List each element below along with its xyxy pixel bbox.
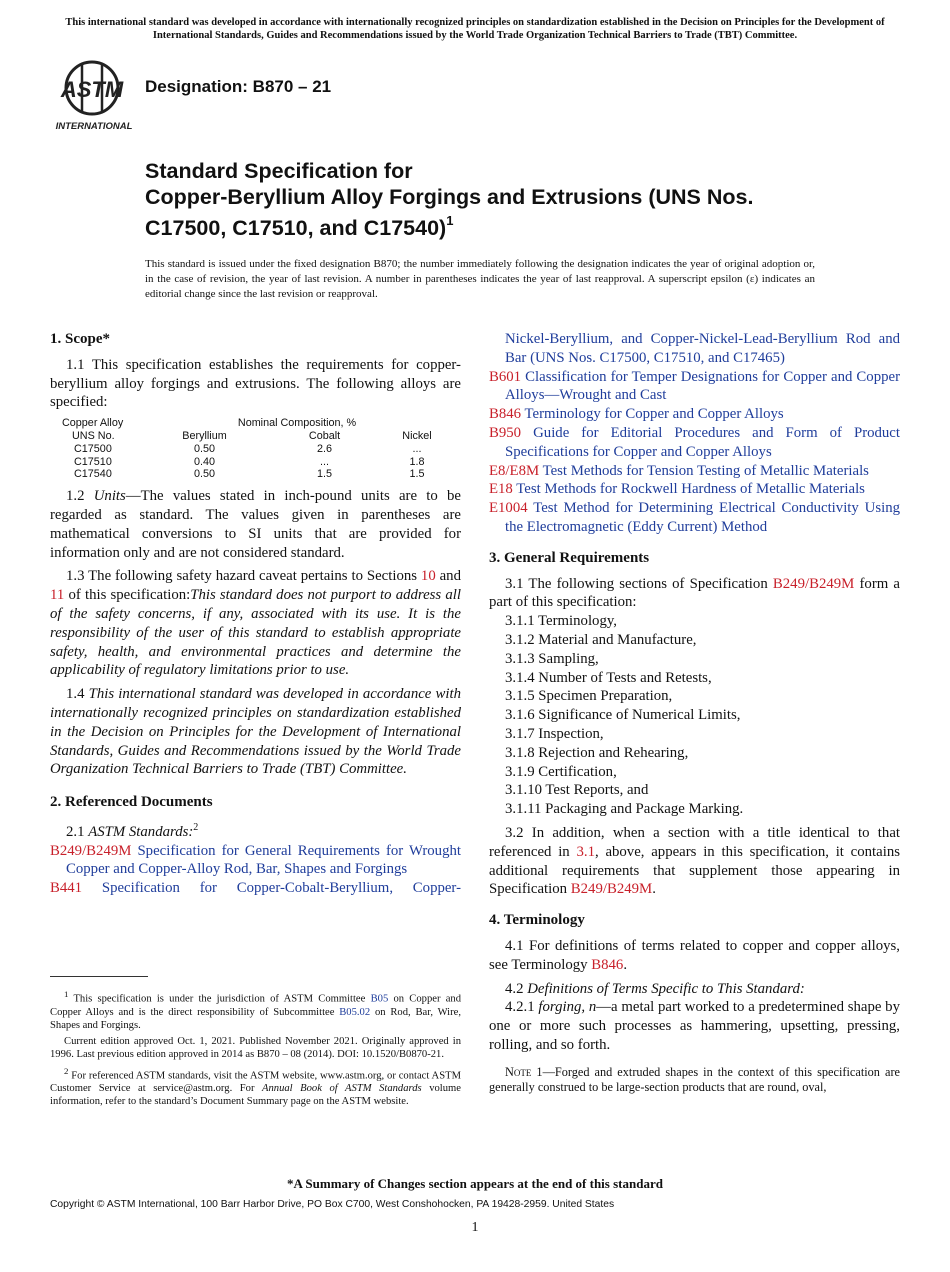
composition-table xyxy=(62,417,452,481)
table-cell: 0.50 xyxy=(193,442,215,455)
logo-wordmark: ASTM xyxy=(60,77,124,102)
ref-title[interactable]: Test Methods for Tension Testing of Metallic Materials xyxy=(542,462,869,479)
list-item: 3.1.9 Certification, xyxy=(505,763,617,780)
table-col-cobalt: Cobalt xyxy=(308,429,341,442)
table-cell: ... xyxy=(412,442,422,455)
link-section-11[interactable]: 11 xyxy=(50,587,65,604)
para-1-4: 1.4 This international standard was developed in accordance with internationally recognized principles on standardization established in the Decision on Principles for the Development of International Standards, Guides and Recommendations issued by the World Trade Organization Technical Barriers to Trade (TBT) Committee. xyxy=(50,686,461,778)
page-title xyxy=(145,158,865,241)
link-section-10[interactable]: 10 xyxy=(420,568,436,585)
right-column xyxy=(489,330,900,1101)
para-4-2-1: 4.2.1 forging, n—a metal part worked to a predetermined shape by one or more such processes as hammering, upsetting, pressing, rolling, and so forth. xyxy=(489,999,900,1053)
link-b249[interactable]: B249/B249M xyxy=(772,575,855,592)
list-item: 3.1.11 Packaging and Package Marking. xyxy=(505,801,744,818)
para-4-2: 4.2 Definitions of Terms Specific to This Standard: xyxy=(505,980,805,997)
list-item: 3.1.1 Terminology, xyxy=(505,613,617,630)
table-cell: C17500 xyxy=(74,442,112,455)
list-item: 3.1.6 Significance of Numerical Limits, xyxy=(505,707,741,724)
para-2-1: 2.1 ASTM Standards:$^2$ xyxy=(66,821,199,840)
title-line-3: C17500, C17510, and C17540)$^1$ xyxy=(145,213,454,241)
ref-code[interactable]: B249/B249M xyxy=(50,842,132,859)
ref-item[interactable] xyxy=(489,462,900,481)
title-footnote-mark: 1 xyxy=(446,213,454,228)
ref-code[interactable]: E8/E8M xyxy=(489,462,540,479)
issue-note: This standard is issued under the fixed designation B870; the number immediately following the designation indicates the year of original adoption or, in the case of revision, the year of last revision. A number in parentheses indicates the year of last reapproval. A superscript epsilon (ε) indicates an editorial change since the last revision or reapproval. xyxy=(145,258,815,300)
summary-note: *A Summary of Changes section appears at the end of this standard xyxy=(287,1176,663,1191)
link-subcommittee-b0502[interactable]: B05.02 xyxy=(339,1006,371,1018)
table-cell: 0.40 xyxy=(193,455,215,468)
list-item: 3.1.4 Number of Tests and Retests, xyxy=(505,669,712,686)
ref-item[interactable] xyxy=(489,424,900,462)
table-cell: C17510 xyxy=(74,455,112,468)
footnote-1-edition: Current edition approved Oct. 1, 2021. Published November 2021. Originally approved in 1996. Last previous edition approved in 2014 as B870 – 08 (2014). DOI: 10.1520/B0870-21. xyxy=(50,1036,461,1061)
ref-title[interactable]: Test Method for Determining Electrical Conductivity Using the Electromagnetic (Eddy Current) Method xyxy=(505,500,900,535)
note-1: Note 1—Forged and extruded shapes in the context of this specification are generally construed to be large-section products that are round, oval, xyxy=(489,1064,900,1095)
table-row xyxy=(62,443,452,456)
link-b846[interactable]: B846 xyxy=(591,956,624,973)
ref-item[interactable] xyxy=(489,405,900,424)
ref-title[interactable]: Terminology for Copper and Copper Alloys xyxy=(524,406,784,423)
refdocs-heading: 2. Referenced Documents xyxy=(50,794,213,811)
list-item: 3.1.5 Specimen Preparation, xyxy=(505,688,673,705)
table-cell: 1.5 xyxy=(409,468,425,481)
para-1-3: 1.3 The following safety hazard caveat pertains to Sections 10 and 11 of this specification:This standard does not purport to address all of the safety concerns, if any, associated with its use. It is the responsibility of the user of this standard to establish appropriate safety, health, and environmental practices and determine the applicability of regulatory limitations prior to use. xyxy=(50,568,461,679)
para-4-1: 4.1 For definitions of terms related to copper and copper alloys, see Terminology B846. xyxy=(489,937,900,973)
link-section-3-1[interactable]: 3.1 xyxy=(576,843,595,860)
ref-item[interactable] xyxy=(489,480,900,499)
ref-title[interactable]: Specification for Copper-Cobalt-Beryllium, Copper- xyxy=(101,880,461,897)
table-row xyxy=(62,468,452,481)
terminology-heading: 4. Terminology xyxy=(489,912,585,929)
page-number: 1 xyxy=(471,1220,479,1235)
list-item: 3.1.2 Material and Manufacture, xyxy=(505,631,697,648)
table-cell: 1.5 xyxy=(316,468,332,481)
title-line-1: Standard Specification for xyxy=(145,159,413,183)
ref-code[interactable]: B846 xyxy=(489,406,522,423)
link-b249-2[interactable]: B249/B249M xyxy=(570,881,653,898)
ref-code[interactable]: B601 xyxy=(489,368,522,385)
ref-title[interactable]: Guide for Editorial Procedures and Form of Product Specifications for Copper and Copper Alloys xyxy=(505,424,900,460)
table-cell: C17540 xyxy=(74,468,112,481)
table-header-alloy: Copper Alloy xyxy=(62,417,124,430)
ref-code[interactable]: B441 xyxy=(50,880,83,897)
title-line-2: Copper-Beryllium Alloy Forgings and Extrusions (UNS Nos. xyxy=(145,185,754,209)
top-notice: This international standard was developed in accordance with internationally recognized principles on standardization established in the Decision on Principles for the Development of International Standards, Guides and Recommendations issued by the World Trade Organization Technical Barriers to Trade (TBT) Committee. xyxy=(65,17,885,41)
ref-item[interactable] xyxy=(489,499,900,537)
table-cell: 0.50 xyxy=(193,468,215,481)
list-item: 3.1.7 Inspection, xyxy=(505,725,604,742)
ref-code[interactable]: B950 xyxy=(489,424,522,441)
para-1-2: 1.2 Units—The values stated in inch-pound units are to be regarded as standard. The values given in parentheses are mathematical conversions to SI units that are provided for information only and are not considered standard. xyxy=(50,488,461,561)
table-header-composition: Nominal Composition, % xyxy=(237,417,357,430)
ref-code[interactable]: E1004 xyxy=(489,500,528,517)
ref-code[interactable]: E18 xyxy=(489,481,513,498)
list-item: 3.1.8 Rejection and Rehearing, xyxy=(505,744,689,761)
link-committee-b05[interactable]: B05 xyxy=(370,993,389,1005)
ref-title[interactable]: Specification for General Requirements for Wrought Copper and Copper-Alloy Rod, Bar, Shapes and Forgings xyxy=(66,842,461,878)
logo-subtitle: INTERNATIONAL xyxy=(55,121,133,132)
para-3-2: 3.2 In addition, when a section with a title identical to that referenced in 3.1, above, appears in this specification, it contains additional requirements that supplement those appearing in Specification B249/B249M. xyxy=(489,824,900,898)
ref-title-continued[interactable]: Nickel-Beryllium, and Copper-Nickel-Lead-Beryllium Rod and Bar (UNS Nos. C17500, C17510, and C17465) xyxy=(505,331,900,366)
copyright: Copyright © ASTM International, 100 Barr Harbor Drive, PO Box C700, West Conshohocken, PA 19428-2959. United States xyxy=(50,1199,615,1210)
ref-title[interactable]: Test Methods for Rockwell Hardness of Metallic Materials xyxy=(516,481,865,498)
left-column xyxy=(50,330,461,898)
table-cell: 1.8 xyxy=(409,455,425,468)
table-cell: ... xyxy=(320,455,329,468)
table-col-beryllium: Beryllium xyxy=(182,429,227,442)
table-cell: 2.6 xyxy=(316,442,332,455)
para-1-1: 1.1 This specification establishes the requirements for copper-beryllium alloy forgings and extrusions. The following alloys are specified: xyxy=(50,356,461,411)
footnote-1: $^1$ This specification is under the jurisdiction of ASTM Committee B05 on Copper and Copper Alloys and is the direct responsibility of Subcommittee B05.02 on Rod, Bar, Wire, Shapes and Forgings. xyxy=(50,989,461,1031)
ref-item[interactable] xyxy=(50,842,461,880)
general-heading: 3. General Requirements xyxy=(489,549,650,566)
designation: Designation: B870 – 21 xyxy=(145,77,332,96)
ref-title[interactable]: Classification for Temper Designations for Copper and Copper Alloys—Wrought and Cast xyxy=(505,368,900,404)
footnotes xyxy=(50,988,461,1112)
footnote-divider xyxy=(50,976,148,977)
para-3-1: 3.1 The following sections of Specification B249/B249M form a part of this specification: xyxy=(489,575,900,611)
table-row xyxy=(62,456,452,469)
ref-item[interactable] xyxy=(50,879,461,898)
list-item: 3.1.10 Test Reports, and xyxy=(505,782,649,799)
table-col-uns: UNS No. xyxy=(72,429,115,442)
astm-logo xyxy=(52,55,136,133)
footnote-2: $^2$ For referenced ASTM standards, visit the ASTM website, www.astm.org, or contact ASTM Customer Service at service@astm.org. For Annual Book of ASTM Standards volume information, refer to the standard’s Document Summary page on the ASTM website. xyxy=(50,1065,461,1108)
list-item: 3.1.3 Sampling, xyxy=(505,650,599,667)
ref-item[interactable] xyxy=(489,368,900,406)
scope-heading: 1. Scope* xyxy=(50,331,110,347)
table-col-nickel: Nickel xyxy=(402,429,432,442)
